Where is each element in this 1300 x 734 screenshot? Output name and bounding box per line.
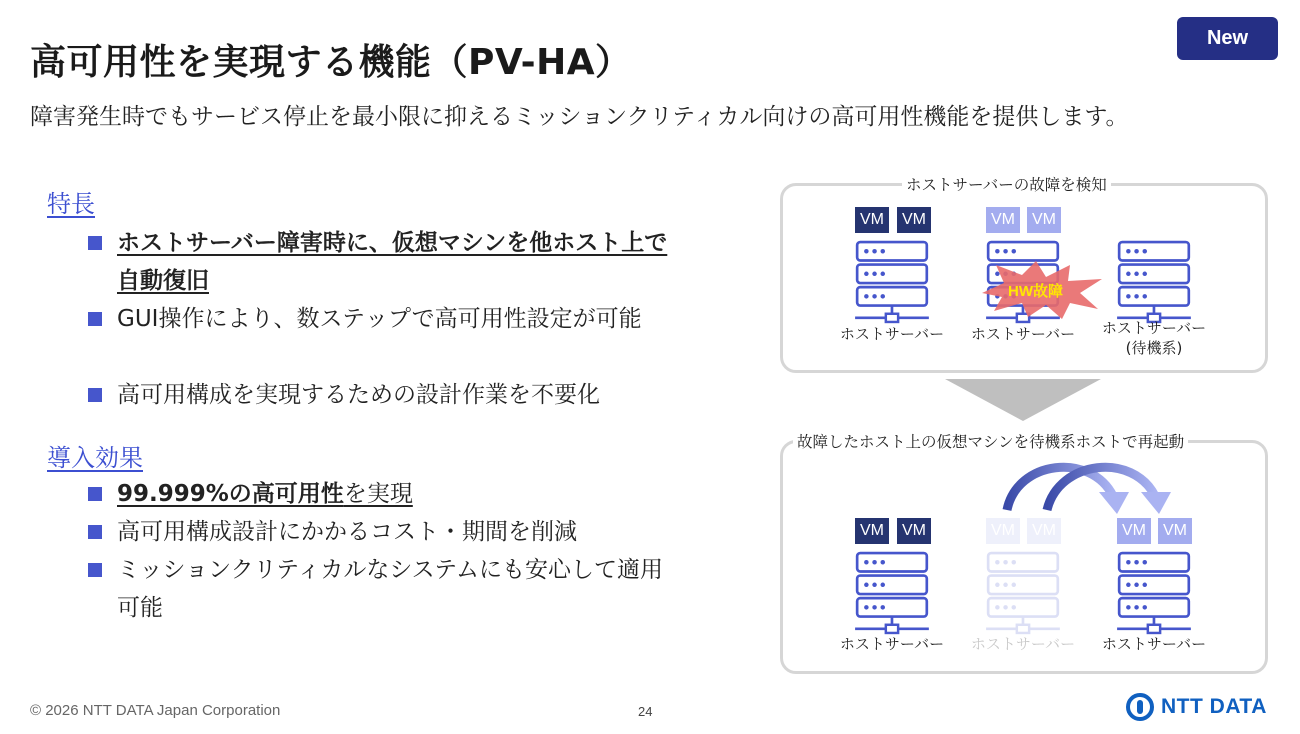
logo-text: NTT DATA — [1161, 695, 1267, 718]
server-icon — [855, 551, 931, 635]
effect-text: ミッションクリティカルなシステムにも安心して適用可能 — [117, 557, 664, 621]
transition-arrow-icon — [945, 379, 1101, 421]
feature-text: GUI操作により、数ステップで高可用性設定が可能 — [117, 306, 642, 332]
server-icon — [1117, 240, 1193, 324]
bullet-square-icon — [88, 312, 102, 326]
effect-item — [88, 551, 668, 627]
effect-item — [88, 475, 668, 513]
bullet-square-icon — [88, 487, 102, 501]
page-subtitle: 障害発生時でもサービス停止を最小限に抑えるミッションクリティカル向けの高可用性機能を提供します。 — [30, 104, 1129, 130]
bullet-square-icon — [88, 563, 102, 577]
vm-block: VM — [897, 518, 931, 544]
feature-item — [88, 300, 668, 338]
server-icon — [986, 551, 1062, 635]
host-label: ホストサーバー — [839, 325, 945, 343]
host-label: ホストサーバー — [1101, 635, 1207, 653]
server-icon — [855, 240, 931, 324]
feature-item — [88, 224, 668, 300]
panel-caption: ホストサーバーの故障を検知 — [902, 173, 1111, 195]
feature-text: 高可用構成を実現するための設計作業を不要化 — [117, 382, 600, 408]
effect-text: 高可用構成設計にかかるコスト・期間を削減 — [117, 519, 577, 545]
host-label: ホストサーバー — [970, 325, 1076, 343]
bullet-square-icon — [88, 388, 102, 402]
copyright: © 2026 NTT DATA Japan Corporation — [30, 702, 281, 719]
host-label: ホストサーバー (待機系) — [1101, 319, 1207, 357]
effect-highlight: 99.999%の高可用性 — [117, 481, 344, 507]
effect-text: を実現 — [343, 481, 413, 507]
vm-block: VM — [1158, 518, 1192, 544]
host-label: ホストサーバー — [970, 635, 1076, 653]
vm-block: VM — [855, 207, 889, 233]
server-icon — [1117, 551, 1193, 635]
vm-block: VM — [986, 207, 1020, 233]
ntt-data-logo — [1125, 690, 1267, 724]
vm-block: VM — [1027, 518, 1061, 544]
vm-block: VM — [1027, 207, 1061, 233]
features-heading: 特長 — [47, 190, 95, 218]
host-label: ホストサーバー — [839, 635, 945, 653]
feature-item — [88, 376, 668, 414]
ntt-data-mark-icon — [1125, 692, 1155, 722]
effects-heading: 導入効果 — [47, 444, 143, 472]
page-title: 高可用性を実現する機能（PV-HA） — [30, 42, 632, 83]
effect-item — [88, 513, 668, 551]
migration-arrows-icon — [995, 452, 1185, 520]
vm-block: VM — [986, 518, 1020, 544]
vm-block: VM — [897, 207, 931, 233]
bullet-square-icon — [88, 525, 102, 539]
feature-text: ホストサーバー障害時に、仮想マシンを他ホスト上で自動復旧 — [117, 230, 668, 294]
vm-block: VM — [1117, 518, 1151, 544]
bullet-square-icon — [88, 236, 102, 250]
new-badge: New — [1177, 17, 1278, 60]
panel-caption: 故障したホスト上の仮想マシンを待機系ホストで再起動 — [793, 430, 1188, 452]
vm-block: VM — [855, 518, 889, 544]
failure-label: HW故障 — [1008, 283, 1063, 300]
page-number: 24 — [638, 704, 653, 719]
